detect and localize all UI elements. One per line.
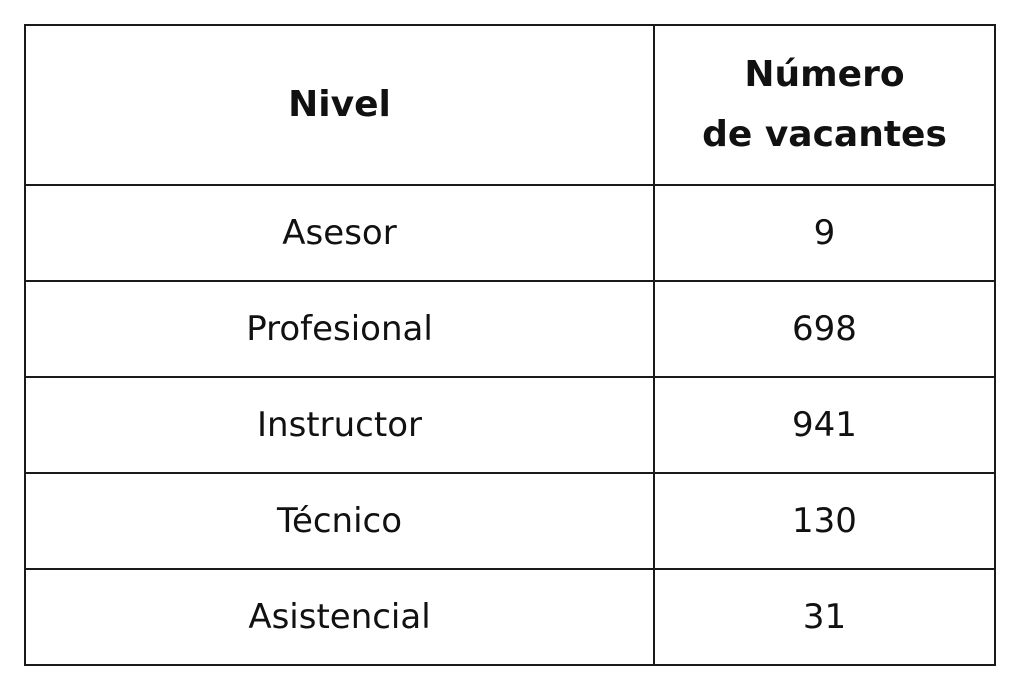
cell-level: Instructor [25,377,654,473]
table-row [25,281,995,377]
header-vacancies [654,25,995,185]
cell-level: Asistencial [25,569,654,665]
cell-vacancies: 31 [654,569,995,665]
vacancies-table [24,24,996,666]
table-row [25,377,995,473]
table-body [25,185,995,665]
cell-level: Asesor [25,185,654,281]
table-header [25,25,995,185]
header-level: Nivel [25,25,654,185]
cell-level: Profesional [25,281,654,377]
cell-vacancies: 9 [654,185,995,281]
cell-vacancies: 941 [654,377,995,473]
table-row [25,569,995,665]
header-vacancies-line1: Número [744,54,905,95]
table-row [25,473,995,569]
header-row [25,25,995,185]
header-vacancies-line2: de vacantes [702,114,947,155]
cell-level: Técnico [25,473,654,569]
cell-vacancies: 698 [654,281,995,377]
table-row [25,185,995,281]
cell-vacancies: 130 [654,473,995,569]
